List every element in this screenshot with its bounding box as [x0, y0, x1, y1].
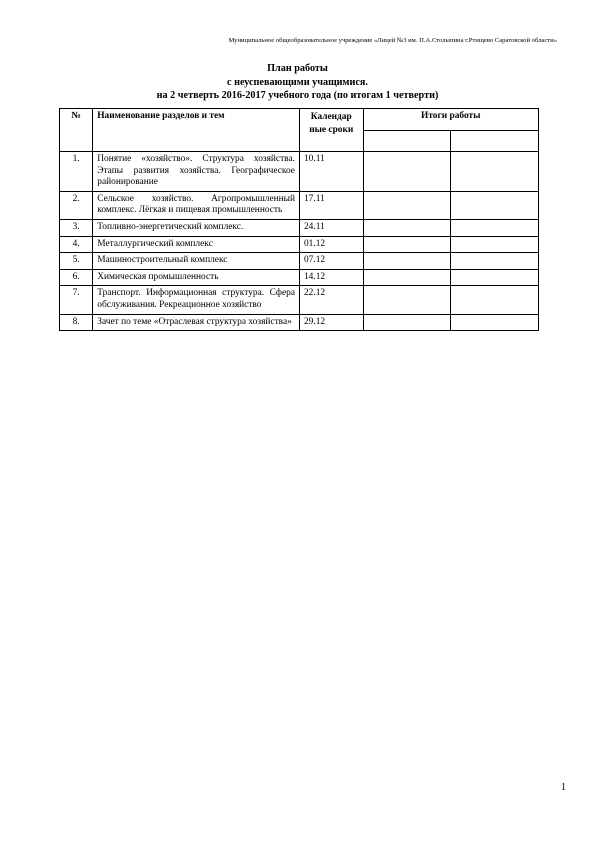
- header-results-sub-1: [363, 130, 451, 152]
- row-topic: Химическая промышленность: [93, 269, 300, 286]
- row-result-cell: [451, 152, 539, 192]
- row-date: 22.12: [299, 286, 363, 314]
- row-result-cell: [363, 219, 451, 236]
- row-result-cell: [363, 286, 451, 314]
- row-date: 10.11: [299, 152, 363, 192]
- row-topic: Зачет по теме «Отраслевая структура хозяйства»: [93, 314, 300, 331]
- row-number: 8.: [60, 314, 93, 331]
- title-line-2: с неуспевающими учащимися.: [227, 76, 368, 88]
- row-number: 5.: [60, 253, 93, 270]
- row-result-cell: [363, 152, 451, 192]
- row-topic: Понятие «хозяйство». Структура хозяйства. Этапы развития хозяйства. Географическое районирование: [93, 152, 300, 192]
- row-result-cell: [451, 314, 539, 331]
- organization-header: Муниципальное общеобразовательное учреждение «Лицей №3 им. П.А.Столыпина г.Ртищево Саратовской области»: [228, 37, 557, 44]
- row-topic: Машиностроительный комплекс: [93, 253, 300, 270]
- row-number: 6.: [60, 269, 93, 286]
- row-result-cell: [363, 269, 451, 286]
- row-date: 24.11: [299, 219, 363, 236]
- page-number: 1: [561, 782, 566, 793]
- row-date: 17.11: [299, 191, 363, 219]
- row-topic: Топливно-энергетический комплекс.: [93, 219, 300, 236]
- row-date: 01.12: [299, 236, 363, 253]
- table-row: [60, 286, 539, 314]
- table-row: [60, 314, 539, 331]
- row-result-cell: [451, 269, 539, 286]
- table-row: [60, 191, 539, 219]
- title-line-1: План работы: [267, 63, 328, 74]
- row-date: 14.12: [299, 269, 363, 286]
- row-number: 3.: [60, 219, 93, 236]
- row-result-cell: [451, 253, 539, 270]
- row-topic: Сельское хозяйство. Агропромышленный комплекс. Лёгкая и пищевая промышленность: [93, 191, 300, 219]
- row-result-cell: [363, 191, 451, 219]
- row-number: 1.: [60, 152, 93, 192]
- header-results: Итоги работы: [363, 109, 539, 131]
- row-number: 4.: [60, 236, 93, 253]
- row-number: 7.: [60, 286, 93, 314]
- table-row: [60, 219, 539, 236]
- header-dates: [299, 109, 363, 152]
- row-result-cell: [363, 236, 451, 253]
- row-result-cell: [451, 236, 539, 253]
- header-dates-line-1: Календар: [310, 112, 352, 122]
- row-result-cell: [363, 253, 451, 270]
- row-result-cell: [451, 219, 539, 236]
- row-result-cell: [451, 286, 539, 314]
- table-row: [60, 253, 539, 270]
- document-title: [0, 62, 595, 103]
- work-plan-table: [59, 108, 539, 331]
- row-date: 07.12: [299, 253, 363, 270]
- row-result-cell: [363, 314, 451, 331]
- row-topic: Металлургический комплекс: [93, 236, 300, 253]
- header-results-sub-2: [451, 130, 539, 152]
- row-date: 29.12: [299, 314, 363, 331]
- title-line-3: на 2 четверть 2016-2017 учебного года (по итогам 1 четверти): [156, 90, 439, 101]
- table-row: [60, 152, 539, 192]
- row-number: 2.: [60, 191, 93, 219]
- table-header-row: [60, 109, 539, 131]
- header-number: №: [60, 109, 93, 152]
- table-row: [60, 269, 539, 286]
- table-row: [60, 236, 539, 253]
- header-topic: Наименование разделов и тем: [93, 109, 300, 152]
- row-topic: Транспорт. Информационная структура. Сфера обслуживания. Рекреационное хозяйство: [93, 286, 300, 314]
- row-result-cell: [451, 191, 539, 219]
- header-dates-line-2: ные сроки: [309, 125, 354, 135]
